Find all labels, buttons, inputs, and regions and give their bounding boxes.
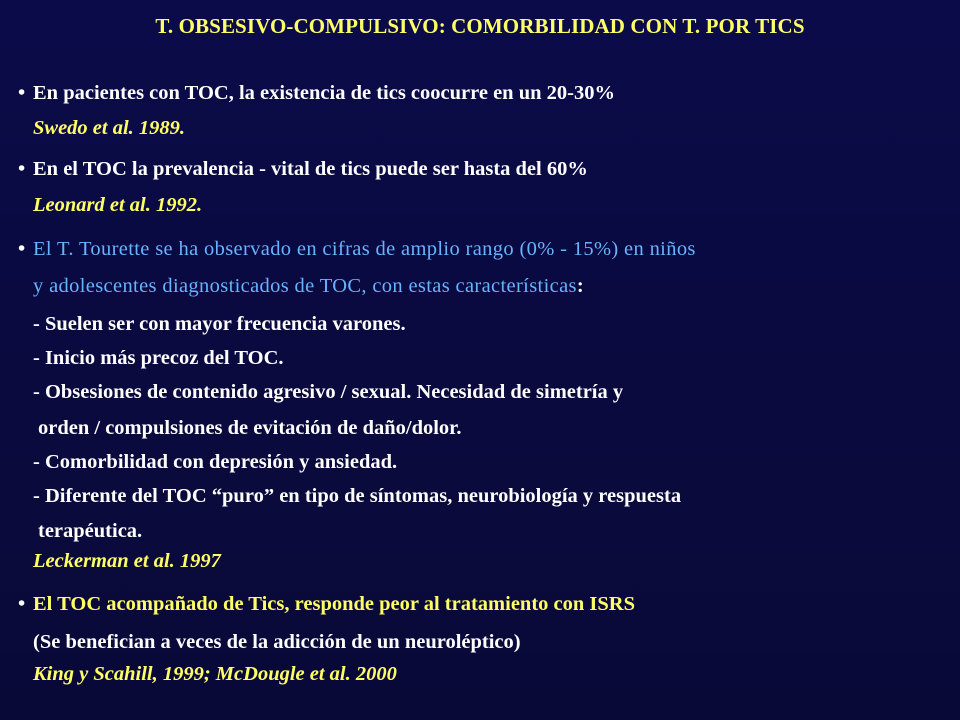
list-item-3: - Obsesiones de contenido agresivo / sexual. Necesidad de simetría y [33,381,624,403]
bullet-item-3 [18,236,696,262]
list-item-1: - Suelen ser con mayor frecuencia varones. [33,313,406,335]
list-item-2: - Inicio más precoz del TOC. [33,347,284,369]
bullet-text-2: En el TOC la prevalencia - vital de tics puede ser hasta del 60% [33,158,588,180]
bullet-text-3-line2: y adolescentes diagnosticados de TOC, con estas características [33,275,577,297]
citation-2: Leonard et al. 1992. [33,194,203,216]
bullet-item-2 [18,156,588,182]
bullet-item-4 [18,591,635,617]
citation-3: Leckerman et al. 1997 [33,550,221,572]
bullet-marker: • [18,238,26,260]
bullet-marker: • [18,158,26,180]
list-item-4: - Comorbilidad con depresión y ansiedad. [33,451,398,473]
list-item-5: - Diferente del TOC “puro” en tipo de síntomas, neurobiología y respuesta [33,485,682,507]
list-item-5-continuation: terapéutica. [38,520,143,542]
bullet-item-1 [18,80,615,106]
bullet-marker: • [18,593,26,615]
bullet-4-note: (Se benefician a veces de la adicción de un neuroléptico) [33,631,521,653]
list-item-3-continuation: orden / compulsiones de evitación de daño/dolor. [38,417,462,439]
citation-1: Swedo et al. 1989. [33,117,186,139]
bullet-text-4: El TOC acompañado de Tics, responde peor al tratamiento con ISRS [33,593,635,615]
bullet-text-3-colon: : [576,275,584,297]
bullet-text-3-line1: El T. Tourette se ha observado en cifras de amplio rango (0% - 15%) en niños [33,238,696,260]
bullet-marker: • [18,82,26,104]
bullet-text-1: En pacientes con TOC, la existencia de tics coocurre en un 20-30% [33,82,615,104]
bullet-text-3-line2-row [33,273,584,299]
slide-title: T. OBSESIVO-COMPULSIVO: COMORBILIDAD CON T. POR TICS [155,14,805,38]
citation-4: King y Scahill, 1999; McDougle et al. 2000 [33,663,397,685]
